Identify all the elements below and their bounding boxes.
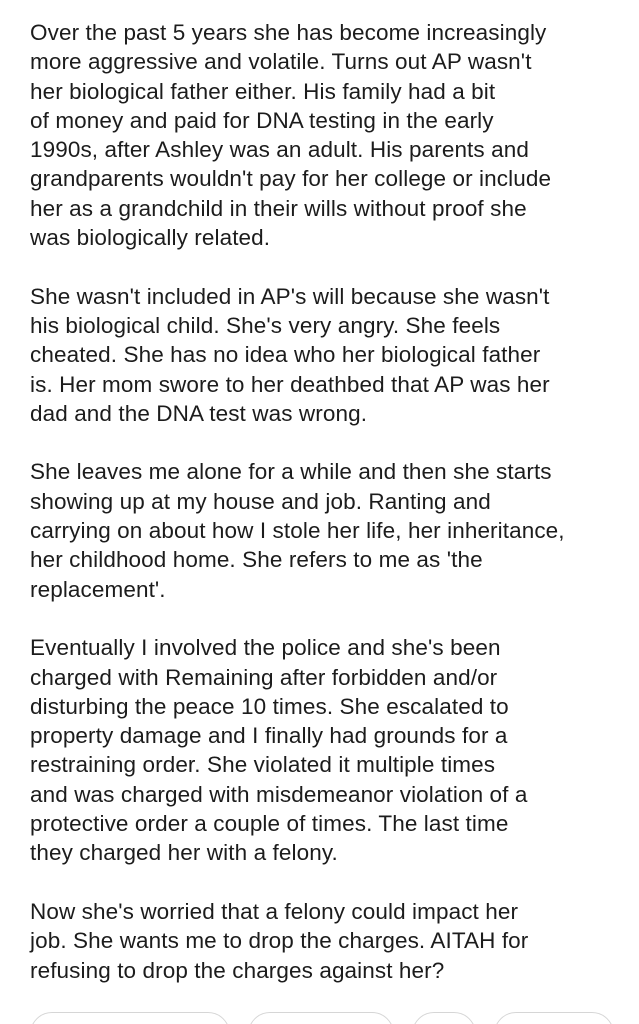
text-line: replacement'. [30,576,166,602]
text-line: cheated. She has no idea who her biological father [30,342,541,368]
text-line: is. Her mom swore to her deathbed that AP was her [30,371,550,397]
text-line: Over the past 5 years she has become increasingly [30,20,547,45]
text-line: charged with Remaining after forbidden and/or [30,664,498,690]
text-line: property damage and I finally had grounds for a [30,723,508,749]
text-line: refusing to drop the charges against her? [30,957,445,983]
post-action-bar [0,1008,639,1024]
text-line: her childhood home. She refers to me as 'the [30,547,483,573]
text-line: showing up at my house and job. Ranting and [30,488,491,514]
comments-button[interactable] [248,1012,394,1024]
text-line: grandparents wouldn't pay for her college or include [30,166,552,192]
text-line: protective order a couple of times. The last time [30,811,509,837]
text-line: carrying on about how I stole her life, her inheritance, [30,518,565,544]
paragraph-2 [30,282,630,428]
text-line: She leaves me alone for a while and then she starts [30,459,552,485]
text-line: disturbing the peace 10 times. She escalated to [30,693,509,719]
paragraph-3 [30,457,630,603]
text-line: She wasn't included in AP's will because she wasn't [30,283,550,309]
text-line: 1990s, after Ashley was an adult. His parents and [30,137,529,163]
text-line: job. She wants me to drop the charges. AITAH for [30,928,529,954]
award-button[interactable] [412,1012,476,1024]
text-line: more aggressive and volatile. Turns out AP wasn't [30,49,532,75]
text-line: Now she's worried that a felony could impact her [30,898,519,924]
post-body [30,18,630,1014]
text-line: her as a grandchild in their wills without proof she [30,195,527,221]
text-line: his biological child. She's very angry. She feels [30,312,501,338]
text-line: dad and the DNA test was wrong. [30,400,368,426]
paragraph-4 [30,633,630,867]
text-line: her biological father either. His family had a bit [30,78,496,104]
text-line: Eventually I involved the police and she's been [30,635,501,661]
text-line: was biologically related. [30,225,271,251]
paragraph-1 [30,18,630,252]
text-line: they charged her with a felony. [30,840,338,866]
share-button[interactable] [494,1012,614,1024]
text-line: and was charged with misdemeanor violation of a [30,781,528,807]
paragraph-5 [30,897,630,985]
text-line: restraining order. She violated it multiple times [30,752,496,778]
text-line: of money and paid for DNA testing in the early [30,107,494,133]
vote-button-group[interactable] [30,1012,230,1024]
